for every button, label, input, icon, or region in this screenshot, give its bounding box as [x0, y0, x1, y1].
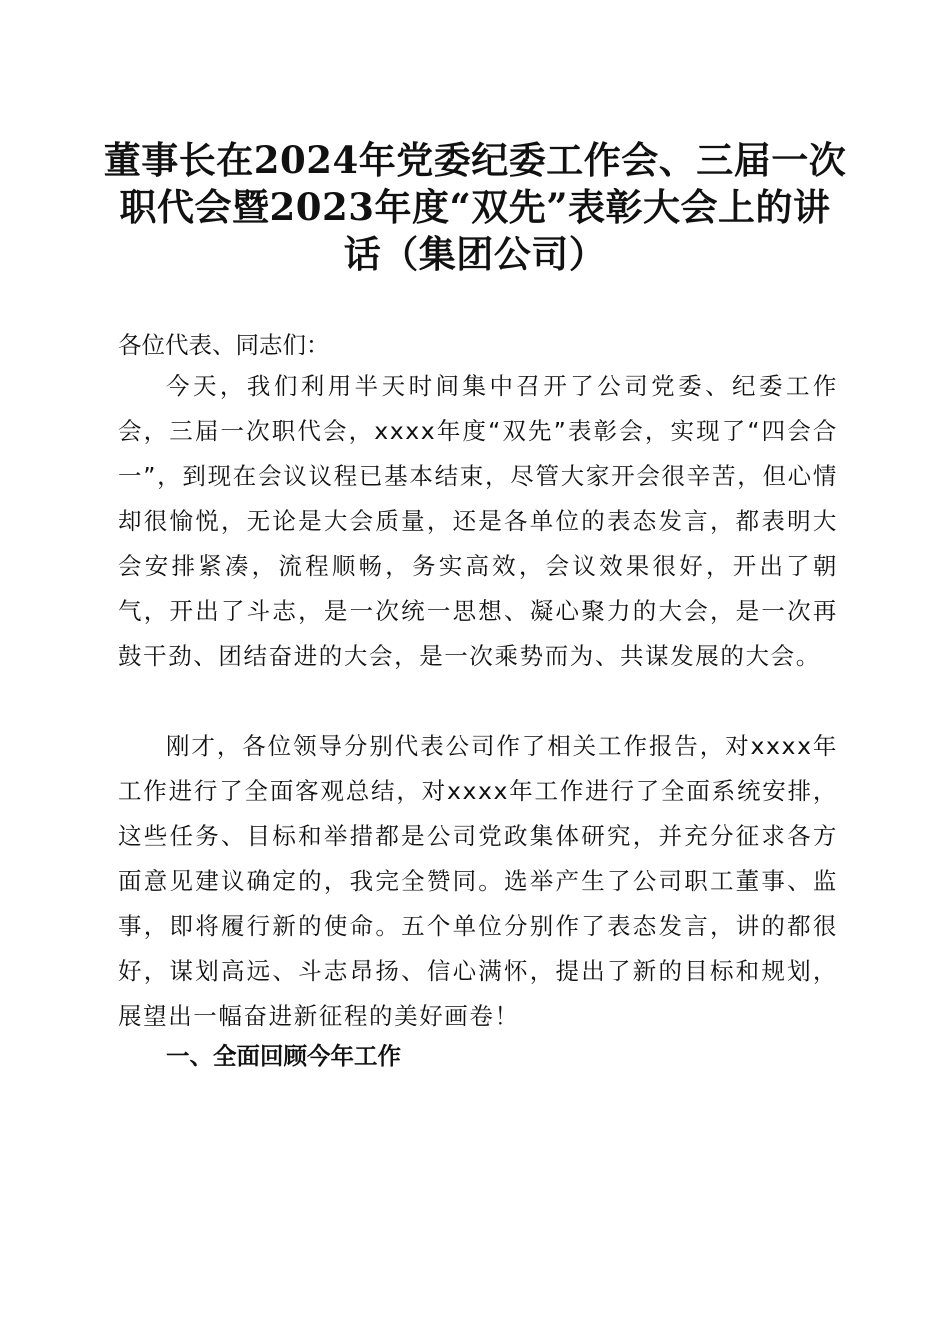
- document-title: [100, 137, 850, 278]
- paragraph-opening: 今天，我们利用半天时间集中召开了公司党委、纪委工作会，三届一次职代会，xxxx年度“双先”表彰会，实现了“四会合一”，到现在会议议程已基本结束，尽管大家开会很辛苦，但心情却很愉悦，无论是大会质量，还是各单位的表态发言，都表明大会安排紧凑，流程顺畅，务实高效，会议效果很好，开出了朝气，开出了斗志，是一次统一思想、凝心聚力的大会，是一次再鼓干劲、团结奋进的大会，是一次乘势而为、共谋发展的大会。: [118, 372, 838, 670]
- salutation: 各位代表、同志们：: [118, 331, 330, 359]
- section-heading: 一、全面回顾今年工作: [166, 1042, 401, 1070]
- paragraph-reports: 刚才，各位领导分别代表公司作了相关工作报告，对xxxx年工作进行了全面客观总结，对xxxx年工作进行了全面系统安排，这些任务、目标和举措都是公司党政集体研究，并充分征求各方面意见建议确定的，我完全赞同。选举产生了公司职工董事、监事，即将履行新的使命。五个单位分别作了表态发言，讲的都很好，谋划高远、斗志昂扬、信心满怀，提出了新的目标和规划，展望出一幅奋进新征程的美好画卷！: [118, 732, 838, 1030]
- title-line-3: 话（集团公司）: [343, 232, 607, 276]
- title-line-1: 董事长在2024年党委纪委工作会、三届一次: [103, 138, 847, 182]
- title-line-2: 职代会暨2023年度“双先”表彰大会上的讲: [119, 185, 831, 229]
